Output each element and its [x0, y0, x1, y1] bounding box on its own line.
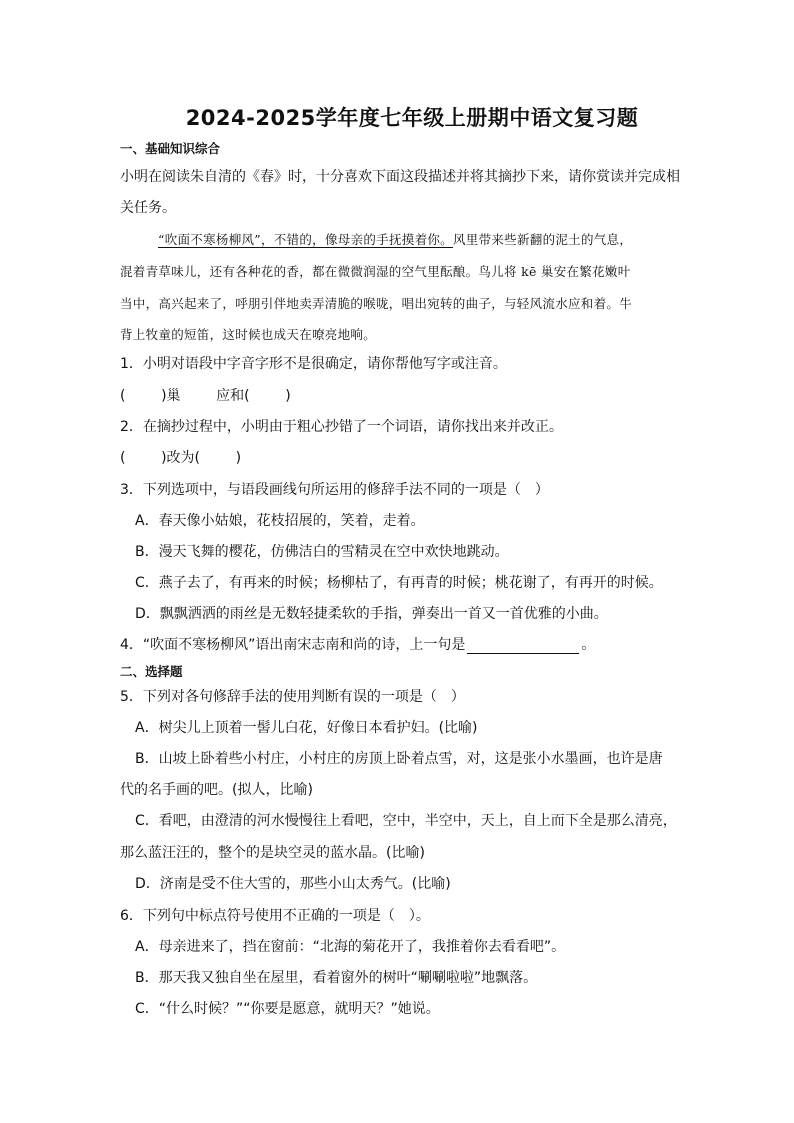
question-3-option-b: B．漫天飞舞的樱花，仿佛洁白的雪精灵在空中欢快地跳动。 — [135, 544, 509, 560]
question-4 — [120, 634, 595, 654]
question-3-option-d: D．飘飘洒洒的雨丝是无数轻捷柔软的手指，弹奏出一首又一首优雅的小曲。 — [135, 606, 608, 622]
question-3-option-c: C．燕子去了，有再来的时候；杨柳枯了，有再青的时候；桃花谢了，有再开的时候。 — [135, 575, 663, 591]
page-title: 2024-2025学年度七年级上册期中语文复习题 — [185, 106, 639, 130]
question-5-option-c-line-2: 那么蓝汪汪的，整个的是块空灵的蓝水晶。(比喻) — [120, 845, 425, 861]
question-3: 3．下列选项中，与语段画线句所运用的修辞手法不同的一项是（ ） — [120, 482, 549, 498]
question-5-option-b-line-1: B．山坡上卧着些小村庄，小村庄的房顶上卧着点雪，对，这是张小水墨画，也许是唐 — [135, 751, 663, 767]
passage-line-3: 当中，高兴起来了，呼朋引伴地卖弄清脆的喉咙，唱出宛转的曲子，与轻风流水应和着。牛 — [120, 296, 633, 311]
question-5-option-b-line-2: 代的名手画的吧。(拟人，比喻) — [120, 782, 313, 798]
question-5-option-a: A．树尖儿上顶着一髻儿白花，好像日本看护妇。(比喻) — [135, 720, 478, 736]
section-heading-choice: 二、选择题 — [120, 664, 183, 679]
passage-line-4: 背上牧童的短笛，这时候也成天在嘹亮地响。 — [120, 327, 377, 342]
question-6: 6．下列句中标点符号使用不正确的一项是（ ）。 — [120, 908, 430, 924]
section-heading-basics: 一、基础知识综合 — [120, 141, 221, 156]
question-5: 5．下列对各句修辞手法的使用判断有误的一项是（ ） — [120, 689, 465, 705]
question-1-blanks: ( )巢 应和( ) — [120, 388, 291, 404]
question-5-option-c-line-1: C．看吧，由澄清的河水慢慢往上看吧，空中，半空中，天上，自上而下全是那么清亮， — [135, 813, 677, 829]
question-4-text: 4．“吹面不寒杨柳风”语出南宋志南和尚的诗，上一句是 — [120, 637, 466, 653]
passage-line-1-rest: 风里带来些新翻的泥土的气息， — [452, 232, 633, 247]
answer-blank — [467, 639, 579, 654]
question-3-option-a: A．春天像小姑娘，花枝招展的，笑着，走着。 — [135, 513, 425, 529]
intro-line-1: 小明在阅读朱自清的《春》时，十分喜欢下面这段描述并将其摘抄下来，请你赏读并完成相 — [120, 169, 680, 185]
question-4-end: 。 — [581, 637, 596, 653]
question-6-option-a: A．母亲进来了，挡在窗前：“北海的菊花开了，我推着你去看看吧”。 — [135, 939, 566, 955]
question-6-option-b: B．那天我又独自坐在屋里，看着窗外的树叶“唰唰啦啦”地飘落。 — [135, 970, 538, 986]
question-6-option-c: C．“什么时候？”“你要是愿意，就明天？”她说。 — [135, 1001, 440, 1017]
intro-line-2: 关任务。 — [120, 200, 176, 216]
question-1: 1．小明对语段中字音字形不是很确定，请你帮他写字或注音。 — [120, 356, 507, 372]
underlined-sentence: “吹面不寒杨柳风”，不错的，像母亲的手抚摸着你。 — [158, 232, 453, 247]
question-2-blanks: ( )改为( ) — [120, 450, 242, 466]
question-5-option-d: D．济南是受不住大雪的，那些小山太秀气。(比喻) — [135, 876, 451, 892]
passage-line-1 — [158, 230, 718, 248]
passage-line-2: 混着青草味儿，还有各种花的香，都在微微润湿的空气里酝酿。鸟儿将 kē 巢安在繁花嫩叶 — [120, 264, 631, 279]
question-2: 2．在摘抄过程中，小明由于粗心抄错了一个词语，请你找出来并改正。 — [120, 419, 563, 435]
